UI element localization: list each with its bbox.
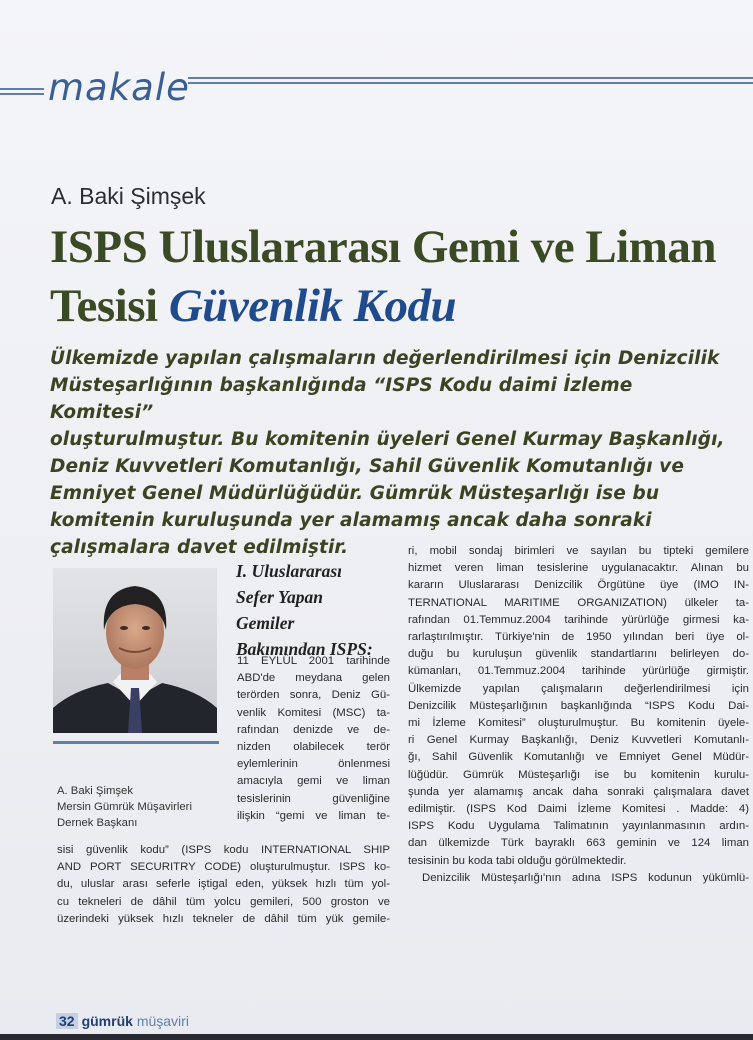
- body-line: Denizcilik Müsteşarlığı'nın adına ISPS kodunun yükümlü-: [422, 871, 749, 884]
- body-line: venlik Komitesi (MSC) ta-: [237, 706, 390, 719]
- title-plain: Tesisi: [50, 280, 169, 332]
- photo-caption: [57, 783, 192, 831]
- page-edge: [0, 1034, 753, 1040]
- body-line: Denizcilik Müsteşarlığının başkanlığında “ISPS Kodu Dai-: [408, 699, 749, 712]
- body-line: ri Genel Kurmay Başkanlığı, Deniz Kuvvetleri Komutanlı-: [408, 734, 749, 747]
- header-rule: [0, 88, 44, 90]
- body-column-1-narrow: [237, 653, 390, 825]
- section-label: makale: [48, 66, 190, 109]
- author-portrait-image: [53, 568, 217, 733]
- caption-line: A. Baki Şimşek: [57, 785, 133, 797]
- body-line: tesisinin bu koda tabi olduğu görülmektedir.: [408, 854, 627, 867]
- page-number: 32: [56, 1013, 78, 1029]
- body-line: mi İzleme Komitesi” oluşturulmuştur. Bu komitenin üyele-: [408, 717, 749, 730]
- body-line: AND PORT SECURITRY CODE) oluşturulmuştur. ISPS ko-: [57, 861, 390, 874]
- body-column-1-wide: [57, 842, 390, 928]
- body-column-2: [408, 543, 749, 887]
- body-line: 11 EYLÜL 2001 tarihinde: [237, 655, 390, 667]
- body-line: hizmet veren liman tesislerine uygulanacaktır. Alınan bu: [408, 562, 749, 575]
- body-line: rafından denizde ve de-: [237, 723, 390, 736]
- title-accent: Güvenlik Kodu: [168, 280, 457, 332]
- footer-brand-bold: gümrük: [81, 1013, 133, 1029]
- lead-line: çalışmalara davet edilmiştir.: [50, 537, 349, 558]
- title-line-1: ISPS Uluslararası Gemi ve Liman: [50, 221, 717, 273]
- header-rule: [0, 93, 44, 95]
- caption-line: Dernek Başkanı: [57, 817, 138, 829]
- section-subheading: [236, 558, 386, 662]
- body-line: ABD'de meydana gelen: [237, 672, 390, 685]
- body-line: ilişkin “gemi ve liman te-: [237, 809, 390, 822]
- article-author: A. Baki Şimşek: [51, 183, 206, 209]
- header-rule: [188, 82, 753, 84]
- body-line: Ülkemizde yapılan çalışmaların değerlendirilmesi için: [408, 682, 749, 695]
- subheading-line: Bakımından ISPS:: [236, 639, 373, 659]
- header-rule: [188, 77, 753, 79]
- body-line: cu tekneleri de dâhil tüm yolcu gemileri, 500 groston ve: [57, 895, 390, 908]
- lead-line: komitenin kuruluşunda yer alamamış ancak daha sonraki: [50, 510, 652, 531]
- body-line: kümanları, 01.Temmuz.2004 tarihinde yürürlüğe girmiştir.: [408, 665, 749, 678]
- subheading-line: Sefer Yapan: [236, 587, 324, 607]
- body-line: rarlaştırılmıştır. Türkiye'nin de 1950 yılından beri üye ol-: [408, 631, 749, 644]
- lead-line: Emniyet Genel Müdürlüğüdür. Gümrük Müsteşarlığı ise bu: [50, 483, 660, 504]
- body-line: dan ülkemizde Türk bayraklı 663 geminin ve 124 liman: [408, 837, 749, 850]
- body-line: du, uluslar arası seferle iştigal eden, yüksek hızlı tüm yol-: [57, 878, 390, 891]
- body-line: amacıyla gemi ve liman: [237, 775, 390, 788]
- body-line: ğı, Sahil Güvenlik Komutanlığı ve Emniyet Genel Müdür-: [408, 751, 749, 764]
- body-line: üzerindeki yüksek hızlı tekneler de dâhil tüm yük gemile-: [57, 912, 390, 925]
- title-line-2: [50, 277, 740, 336]
- photo-divider: [53, 741, 219, 744]
- caption-line: Mersin Gümrük Müşavirleri: [57, 801, 192, 813]
- body-line: şunda yer alamamış ancak daha sonraki çalışmalara davet: [408, 785, 749, 798]
- lead-line: Müsteşarlığının başkanlığında “ISPS Kodu daimi İzleme Komitesi”: [50, 375, 633, 423]
- body-line: rafından 01.Temmuz.2004 tarihinde yürürlüğe girmesi ka-: [408, 613, 749, 626]
- article-title: [50, 218, 740, 336]
- body-line: ri, mobil sondaj birimleri ve sayılan bu tipteki gemilere: [408, 545, 749, 557]
- page-footer: [56, 1013, 189, 1029]
- body-line: eylemlerinin önlenmesi: [237, 758, 390, 771]
- body-line: sisi güvenlik kodu” (ISPS kodu INTERNATIONAL SHIP: [57, 844, 390, 856]
- body-line: edilmiştir. (ISPS Kod Daimi İzleme Komitesi . Madde: 4): [408, 803, 749, 816]
- body-line: tesislerinin güvenliğine: [237, 792, 390, 805]
- subheading-line: I. Uluslararası: [236, 561, 343, 581]
- lead-line: Deniz Kuvvetleri Komutanlığı, Sahil Güvenlik Komutanlığı ve: [50, 456, 684, 477]
- subheading-line: Gemiler: [236, 613, 295, 633]
- body-line: kararın Uluslararası Denizcilik Örgütüne üye (IMO IN-: [408, 579, 749, 592]
- body-line: lüğüdür. Gümrük Müsteşarlığı ise bu komitenin kurulu-: [408, 768, 749, 781]
- body-line: TERNATIONAL MARITIME ORGANIZATION) ülkeler ta-: [408, 596, 749, 609]
- lead-paragraph: [50, 345, 730, 561]
- body-line: terörden sonra, Deniz Gü-: [237, 689, 390, 702]
- body-line: nizden olabilecek terör: [237, 741, 390, 754]
- author-photo: [53, 568, 217, 733]
- lead-line: Ülkemizde yapılan çalışmaların değerlendirilmesi için Denizcilik: [50, 348, 720, 369]
- body-line: ISPS Kodu Uygulama Talimatının yayınlanmasının ardın-: [408, 820, 749, 833]
- lead-line: oluşturulmuştur. Bu komitenin üyeleri Genel Kurmay Başkanlığı,: [50, 429, 725, 450]
- footer-brand-light: müşaviri: [136, 1013, 189, 1029]
- body-line: duğu bu kuruluşun güvenlik standartlarını belirleyen do-: [408, 648, 749, 661]
